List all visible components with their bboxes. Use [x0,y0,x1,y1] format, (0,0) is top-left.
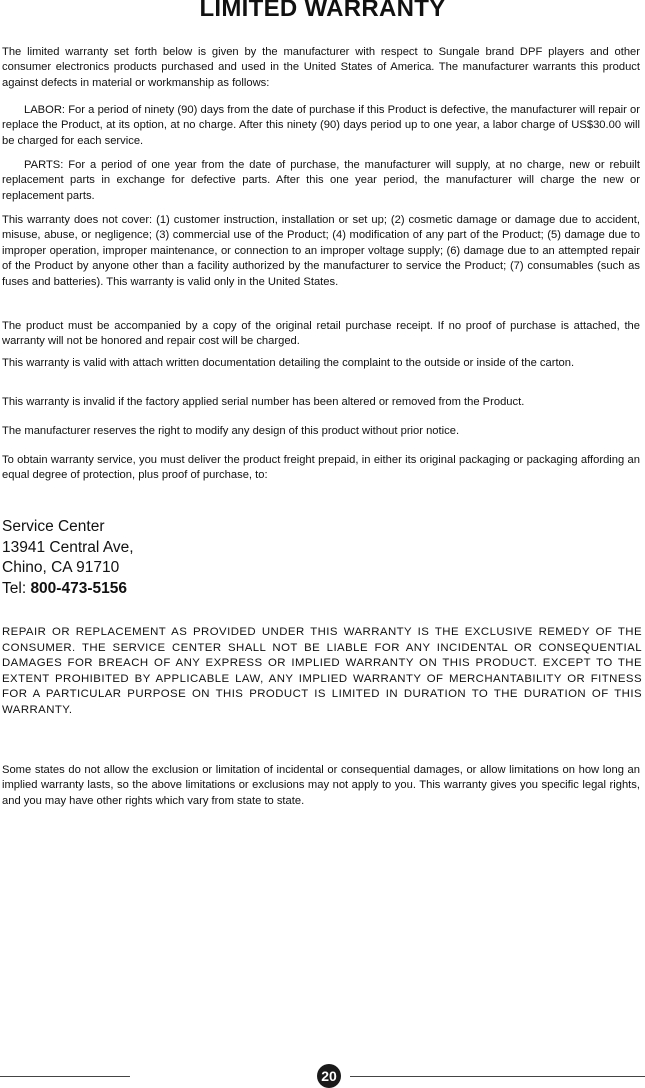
service-center-address [2,517,134,599]
receipt-paragraph: The product must be accompanied by a copy of the original retail purchase receipt. If no proof of purchase is attached, the warranty will not be honored and repair cost will be charged. [2,320,640,348]
page-title: LIMITED WARRANTY [199,0,446,22]
state-rights-paragraph: Some states do not allow the exclusion or limitation of incidental or consequential damages, or allow limitations on how long an implied warranty lasts, so the above limitations or exclusions may not apply to you. This warranty gives you specific legal rights, and you may have other rights which vary from state to state. [2,764,640,807]
footer-rule-right [350,1076,645,1077]
parts-paragraph: PARTS: For a period of one year from the date of purchase, the manufacturer will supply, at no charge, new or rebuilt replacement parts in exchange for defective parts. After this one year period, the manufacturer will charge the new or replacement parts. [2,159,640,202]
obtain-service-paragraph: To obtain warranty service, you must deliver the product freight prepaid, in either its original packaging or packaging affording an equal degree of protection, plus proof of purchase, to: [2,454,640,482]
documentation-paragraph: This warranty is valid with attach written documentation detailing the complaint to the outside or inside of the carton. [2,357,575,369]
phone-number: 800-473-5156 [30,579,127,597]
exclusive-remedy-paragraph: REPAIR OR REPLACEMENT AS PROVIDED UNDER THIS WARRANTY IS THE EXCLUSIVE REMEDY OF THE CONSUMER. THE SERVICE CENTER SHALL NOT BE LIABLE FOR ANY INCIDENTAL OR CONSEQUENTIAL DAMAGES FOR BREACH OF ANY EXPRESS OR IMPLIED WARRANTY ON THIS PRODUCT. EXCEPT TO THE EXTENT PROHIBITED BY APPLICABLE LAW, ANY IMPLIED WARRANTY OF MERCHANTABILITY OR FITNESS FOR A PARTICULAR PURPOSE ON THIS PRODUCT IS LIMITED IN DURATION TO THE DURATION OF THIS WARRANTY. [2,626,642,716]
service-center-city: Chino, CA 91710 [2,559,120,576]
footer-rule-left [0,1076,130,1077]
labor-paragraph: LABOR: For a period of ninety (90) days from the date of purchase if this Product is defective, the manufacturer will repair or replace the Product, at its option, at no charge. After this ninety (90) days period up to one year, a labor charge of US$30.00 will be charged for each service. [2,104,640,147]
intro-paragraph: The limited warranty set forth below is given by the manufacturer with respect to Sungale brand DPF players and other consumer electronics products purchased and used in the United States of America. The manufacturer warrants this product against defects in material or workmanship as follows: [2,46,640,89]
exclusions-paragraph: This warranty does not cover: (1) customer instruction, installation or set up; (2) cosmetic damage or damage due to accident, misuse, abuse, or negligence; (3) commercial use of the Product; (4) modification of any part of the Product; (5) damage due to improper operation, improper maintenance, or connection to an improper voltage supply; (6) damage due to an attempted repair of the Product by anyone other than a facility authorized by the manufacturer to service the Product; (7) consumables (such as fuses and batteries). This warranty is valid only in the United States. [2,214,640,288]
modify-paragraph: The manufacturer reserves the right to modify any design of this product without prior notice. [2,425,460,437]
page-number-badge: 20 [317,1064,341,1088]
service-center-name: Service Center [2,518,105,535]
serial-paragraph: This warranty is invalid if the factory applied serial number has been altered or removed from the Product. [2,396,525,408]
service-center-phone-row [2,579,134,600]
phone-label: Tel: [2,579,31,597]
service-center-street: 13941 Central Ave, [2,538,134,556]
